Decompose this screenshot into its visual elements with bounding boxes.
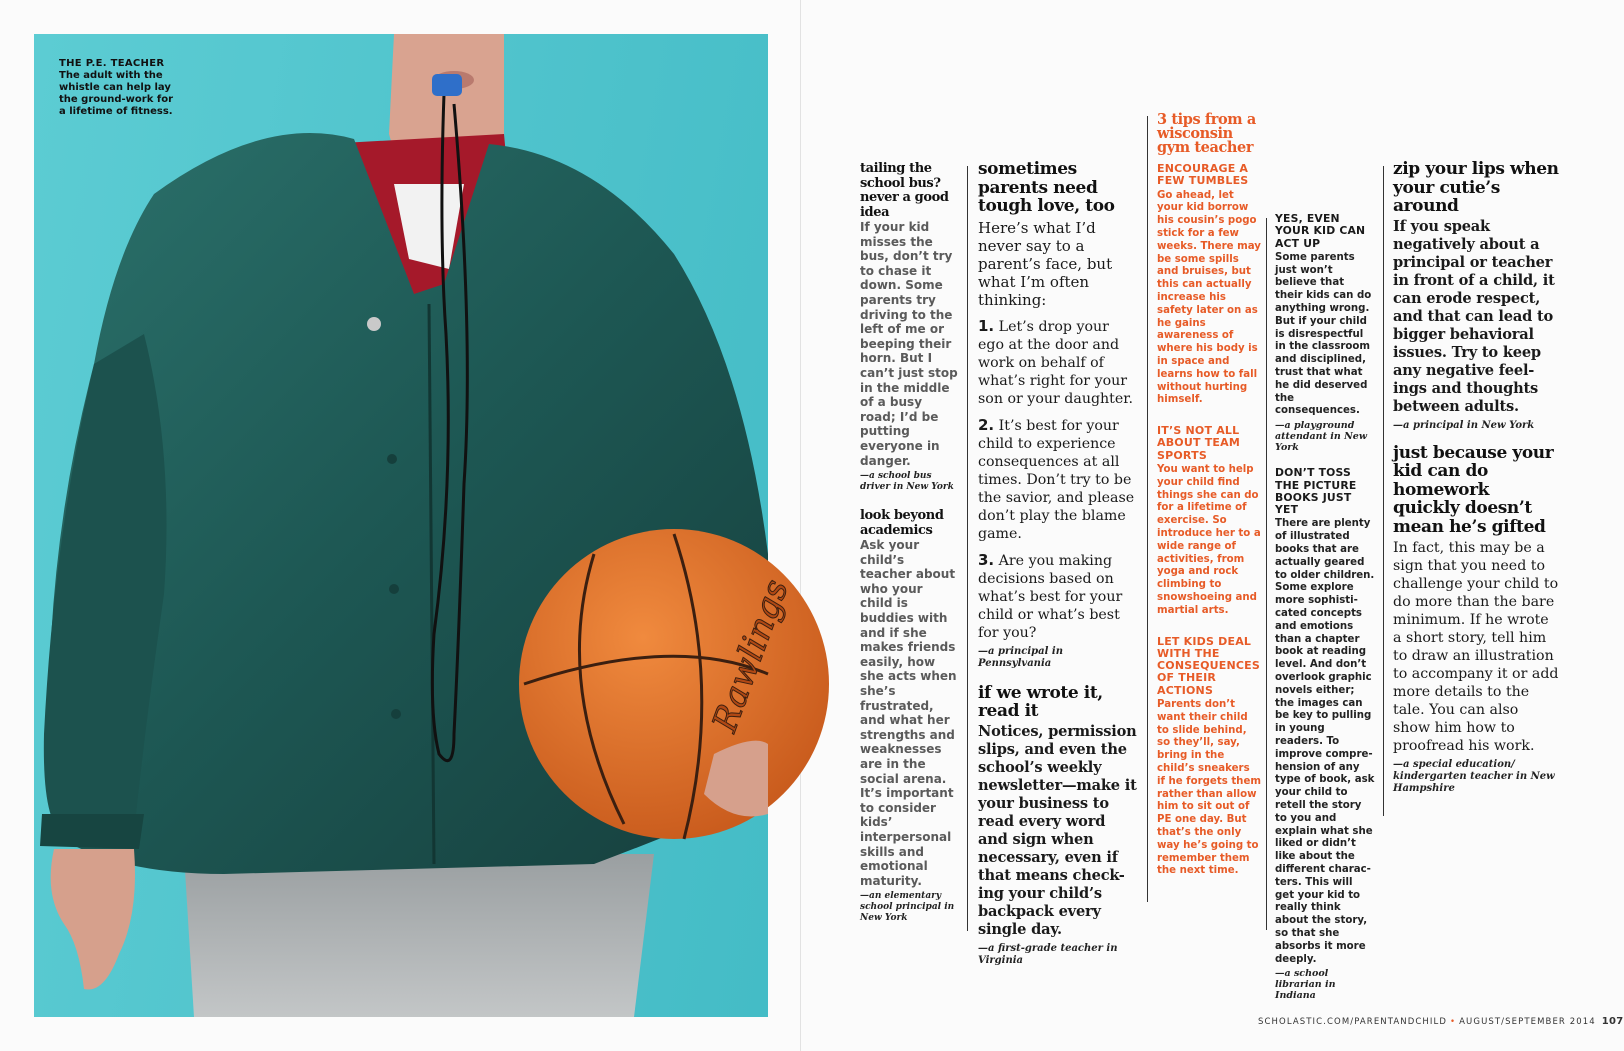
left-hand	[51, 849, 135, 990]
intro-tough-love: Here’s what I’d never say to a parent’s face, but what I’m often thinking:	[978, 218, 1113, 309]
heading-gifted: just because your kid can do homework quickly doesn’t mean he’s gifted	[1393, 442, 1554, 537]
heading-school-bus: tailing the school bus? never a good idea	[860, 161, 949, 220]
column-gym-teacher-tips	[1157, 113, 1261, 878]
tip-2-heading: IT’S NOT ALL ABOUT TEAM SPORTS	[1157, 424, 1240, 462]
tip-2-body: You want to help your child find things she can do for a lifetime of exercise. So introduce her to a wide range of activities, from yoga and rock climbing to snowshoeing and martial arts.	[1157, 464, 1261, 616]
heading-beyond-academics: look beyond academics	[860, 508, 944, 538]
credit-first-grade-teacher: —a first-grade teacher in Virginia	[978, 942, 1118, 966]
left-cuff	[40, 814, 144, 849]
tip-3-body: Parents don’t want their child to slide behind, so they’ll, say, bring in the child’s sneakers if he forgets them rather than allow him to sit out of PE one day. But that’s the only way he’s going to remember them the next time.	[1157, 699, 1261, 877]
heading-tough-love: sometimes parents need tough love, too	[978, 159, 1115, 216]
heading-read-it: if we wrote it, read it	[978, 682, 1103, 721]
column-bus-and-academics	[860, 162, 958, 924]
ball-brand-text: Rawlings	[704, 574, 797, 738]
button-3	[389, 584, 399, 594]
footer-bullet: •	[1450, 1017, 1457, 1027]
column-rule-1	[967, 166, 968, 931]
body-act-up: Some parents just won’t believe that their kids can do anything wrong. But if your child is disrespectful in the classroom and disciplined, trust that what he did deserved the consequences.	[1275, 251, 1372, 417]
caption-title: THE P.E. TEACHER	[59, 58, 165, 69]
column-rule-4	[1383, 166, 1384, 816]
column-act-up-and-picture-books	[1275, 213, 1375, 1001]
blue-whistle	[432, 74, 462, 96]
column-tough-love	[978, 160, 1138, 967]
button-2	[387, 454, 397, 464]
page-number: 107	[1601, 1016, 1624, 1027]
tip-1-heading: ENCOURAGE A FEW TUMBLES	[1157, 162, 1249, 188]
heading-act-up: YES, EVEN YOUR KID CAN ACT UP	[1275, 212, 1366, 250]
tough-love-item-3: 3. Are you making decisions based on what’s best for your child or what’s best for you?	[978, 550, 1123, 641]
pants	[184, 854, 654, 1017]
page-footer	[1258, 1016, 1624, 1027]
footer-site: SCHOLASTIC.COM/PARENTANDCHILD	[1258, 1017, 1448, 1027]
tough-love-item-1: 1. Let’s drop your ego at the door and work on behalf of what’s right for your son or your daughter.	[978, 316, 1134, 407]
tip-3-heading: LET KIDS DEAL WITH THE CONSEQUENCES OF THEIR ACTIONS	[1157, 634, 1260, 697]
photo-pe-teacher	[34, 34, 797, 1017]
snap-button-1	[367, 317, 381, 331]
body-zip-lips: If you speak negatively about a principal or teacher in front of a child, it can erode respect, and that can lead to bigger behavioral issues. Try to keep any negative feel-ings and thoughts between adults.	[1393, 217, 1555, 415]
credit-playground-attendant: —a playground attendant in New York	[1275, 420, 1368, 454]
caption-text: The adult with the whistle can help lay the ground-work for a lifetime of fitness.	[59, 70, 173, 117]
column-rule-2	[1147, 116, 1148, 902]
heading-picture-books: DON’T TOSS THE PICTURE BOOKS JUST YET	[1275, 466, 1357, 517]
body-read-it: Notices, permission slips, and even the school’s weekly newsletter—make it your business to read every word and sign when necessary, even if that means check-ing your child’s backpack every single day.	[978, 722, 1137, 938]
tip-1-body: Go ahead, let your kid borrow his cousin’s pogo stick for a few weeks. There may be some spills and bruises, but this can actually increase his safety later on as he gains awareness of where his body is in space and learns how to fall without hurting himself.	[1157, 189, 1261, 406]
heading-zip-lips: zip your lips when your cutie’s around	[1393, 159, 1559, 216]
tough-love-item-2: 2. It’s best for your child to experience consequences at all times. Don’t try to be the savior, and please don’t play the blame game.	[978, 415, 1135, 542]
body-school-bus: If your kid misses the bus, don’t try to chase it down. Some parents try driving to the left of me or beeping their horn. But I can’t just stop in the middle of a busy road; I’d be putting everyone in danger.	[860, 220, 958, 468]
basketball	[519, 529, 829, 839]
heading-3-tips: 3 tips from a wisconsin gym teacher	[1157, 111, 1256, 156]
pe-teacher-illustration	[34, 34, 797, 1017]
photo-caption	[59, 58, 179, 118]
button-4	[391, 709, 401, 719]
body-gifted: In fact, this may be a sign that you need to challenge your child to do more than the bare minimum. If he wrote a short story, tell him to draw an illustration to accompany it or add more details to the tale. You can also show him how to proofread his work.	[1393, 540, 1559, 754]
column-zip-lips-and-gifted	[1393, 160, 1559, 795]
credit-school-librarian: —a school librarian in Indiana	[1275, 968, 1336, 1002]
body-picture-books: There are plenty of illustrated books that are actually geared to older children. Some explore more sophisti-cated concepts and emotions than a chapter book at reading level. And don’t overlook graphic novels either; the images can be key to pulling in young readers. To improve compre-hension of any type of book, ask your child to retell the story to you and explain what she liked or didn’t like about the different charac-ters. This will get your kid to really think about the story, so that she absorbs it more deeply.	[1275, 518, 1375, 965]
spread-gutter	[800, 0, 801, 1051]
column-rule-3	[1266, 218, 1267, 930]
body-beyond-academics: Ask your child’s teacher about who your child is buddies with and if she makes friends easily, how she acts when she’s frustrated, and what her strengths and weaknesses are in the social arena. It’s important to consider kids’ interpersonal skills and emotional maturity.	[860, 538, 957, 888]
credit-ny-principal: —a principal in New York	[1393, 419, 1535, 431]
credit-bus-driver: —a school bus driver in New York	[860, 471, 954, 493]
credit-pa-principal: —a principal in Pennsylvania	[978, 645, 1063, 669]
credit-elementary-principal: —an elementary school principal in New York	[860, 891, 955, 924]
footer-issue: AUGUST/SEPTEMBER 2014	[1459, 1017, 1596, 1027]
credit-special-ed-teacher: —a special education/ kindergarten teacher in New Hampshire	[1393, 759, 1555, 794]
